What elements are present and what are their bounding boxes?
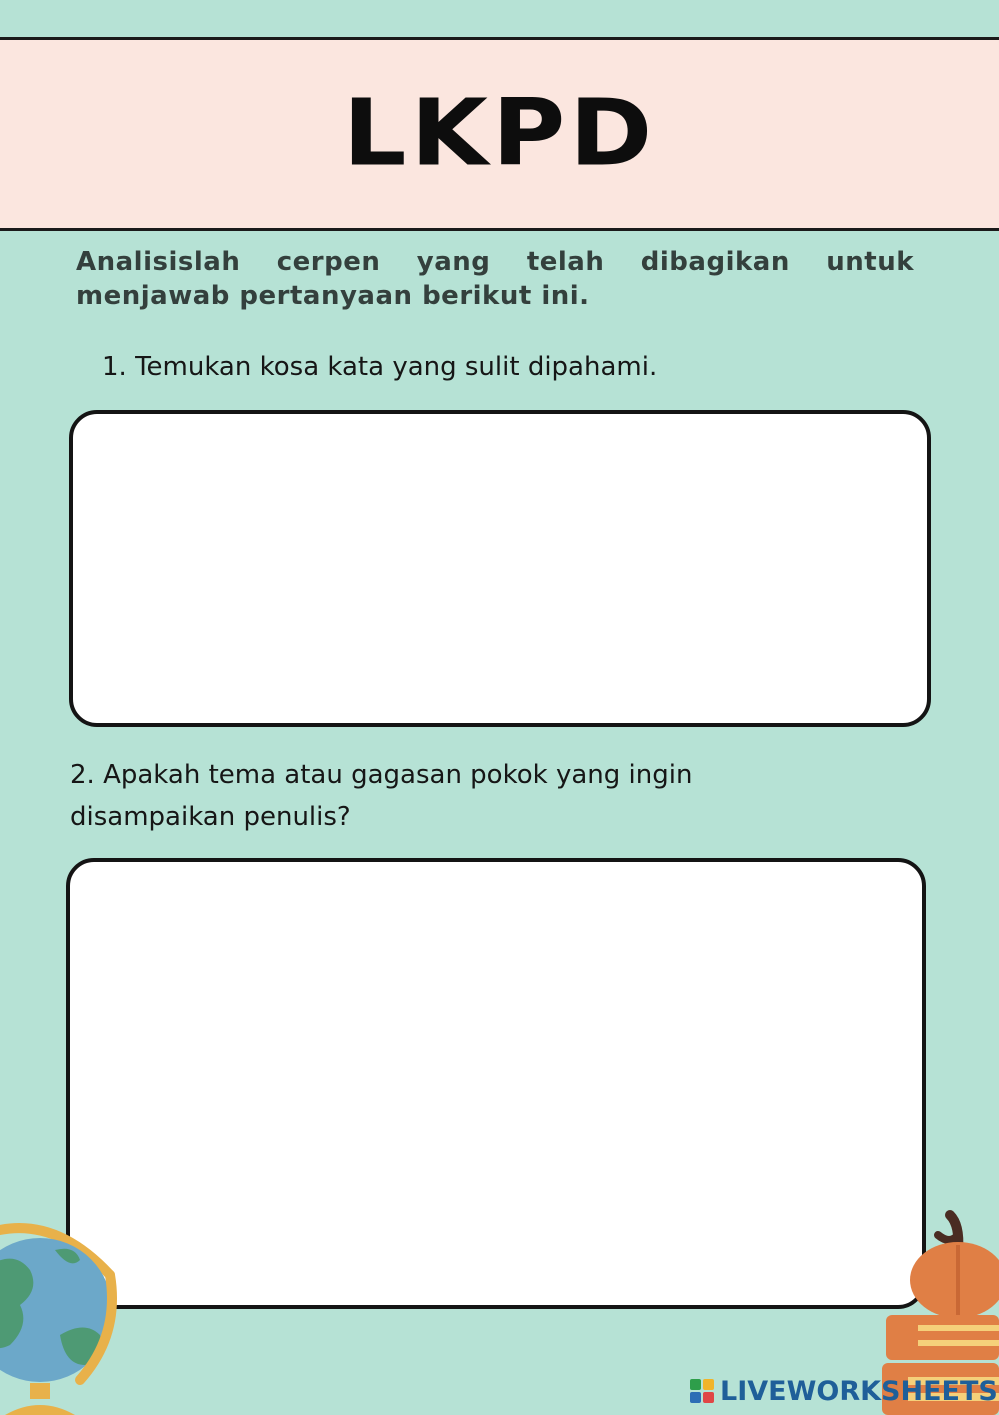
header-band (0, 37, 999, 231)
answer-box-1[interactable] (69, 410, 931, 727)
globe-icon (0, 1215, 130, 1415)
worksheet-title: LKPD (342, 78, 657, 187)
liveworksheets-watermark (690, 1373, 998, 1409)
watermark-text: LIVEWORKSHEETS (720, 1375, 998, 1407)
question-2-label: 2. Apakah tema atau gagasan pokok yang ingin disampaikan penulis? (70, 760, 693, 832)
instruction-text: Analisislah cerpen yang telah dibagikan untuk menjawab pertanyaan berikut ini. (76, 247, 914, 311)
question-1-label: 1. Temukan kosa kata yang sulit dipahami. (102, 352, 658, 382)
answer-box-2[interactable] (66, 858, 926, 1309)
liveworksheets-logo-icon (690, 1379, 714, 1403)
